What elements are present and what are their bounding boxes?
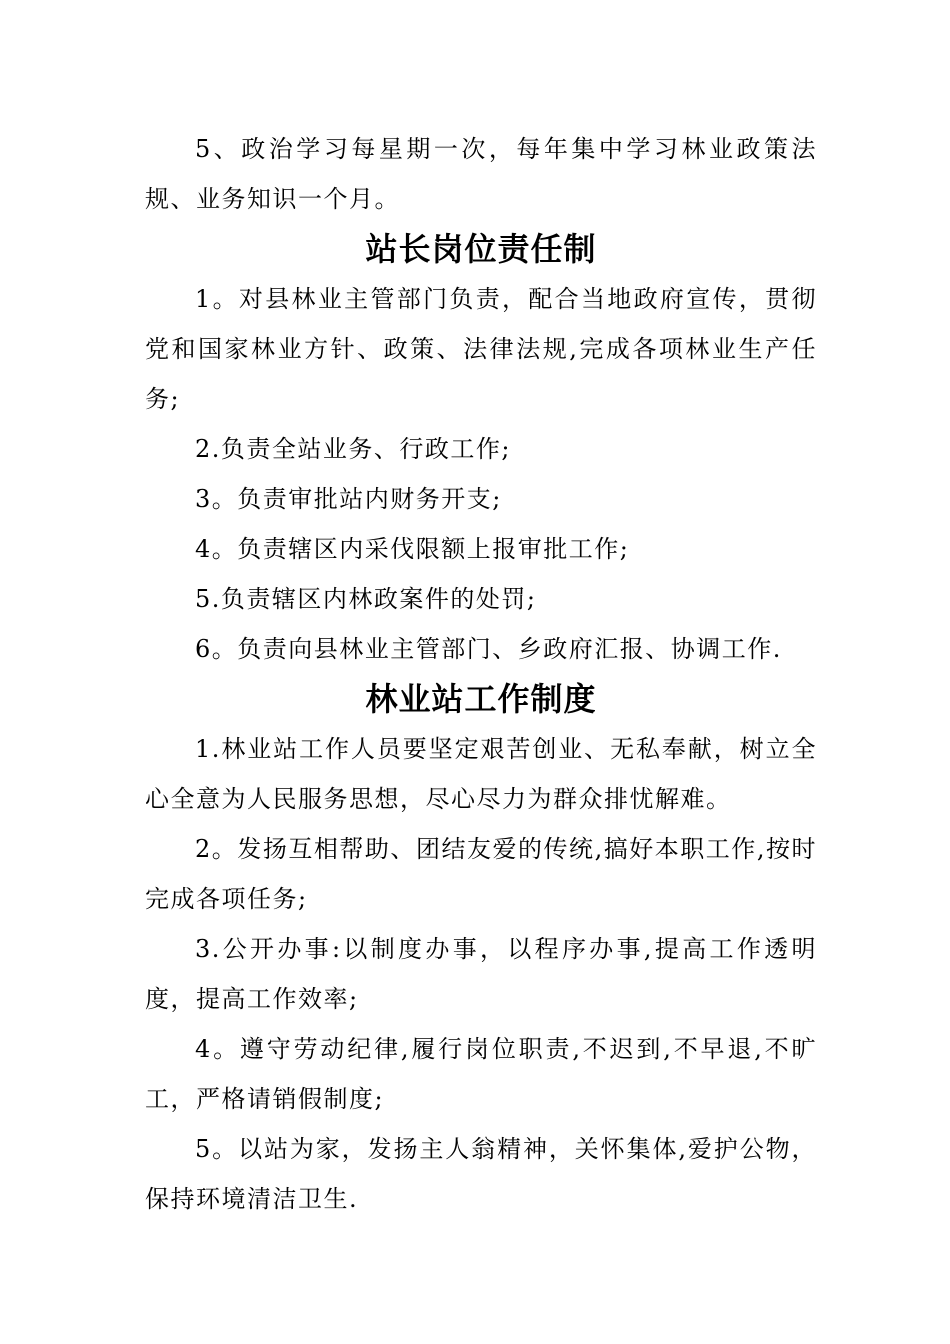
station-head-responsibility-title: 站长岗位责任制	[365, 230, 597, 268]
station-rules-item-3: 3.公开办事:以制度办事，以程序办事,提高工作透明度，提高工作效率;	[145, 935, 817, 1013]
station-head-item-3: 3。负责审批站内财务开支;	[195, 485, 502, 513]
station-work-rules-title: 林业站工作制度	[365, 680, 597, 718]
station-head-item-5: 5.负责辖区内林政案件的处罚;	[195, 585, 537, 613]
station-rules-item-4: 4。遵守劳动纪律,履行岗位职责,不迟到,不早退,不旷工，严格请销假制度;	[145, 1035, 817, 1113]
station-rules-item-1: 1.林业站工作人员要坚定艰苦创业、无私奉献，树立全心全意为人民服务思想，尽心尽力为群众排忧解难。	[145, 735, 817, 813]
station-head-item-1: 1。对县林业主管部门负责，配合当地政府宣传，贯彻党和国家林业方针、政策、法律法规,完成各项林业生产任务;	[145, 285, 817, 413]
station-head-item-2: 2.负责全站业务、行政工作;	[195, 435, 511, 463]
station-head-item-6: 6。负责向县林业主管部门、乡政府汇报、协调工作.	[195, 635, 782, 663]
intro-paragraph-5: 5、政治学习每星期一次，每年集中学习林业政策法规、业务知识一个月。	[145, 135, 817, 213]
document-body	[145, 124, 817, 1224]
station-head-item-4: 4。负责辖区内采伐限额上报审批工作;	[195, 535, 630, 563]
station-rules-item-5: 5。以站为家，发扬主人翁精神，关怀集体,爱护公物，保持环境清洁卫生.	[145, 1135, 817, 1213]
station-rules-item-2: 2。发扬互相帮助、团结友爱的传统,搞好本职工作,按时完成各项任务;	[145, 835, 817, 913]
